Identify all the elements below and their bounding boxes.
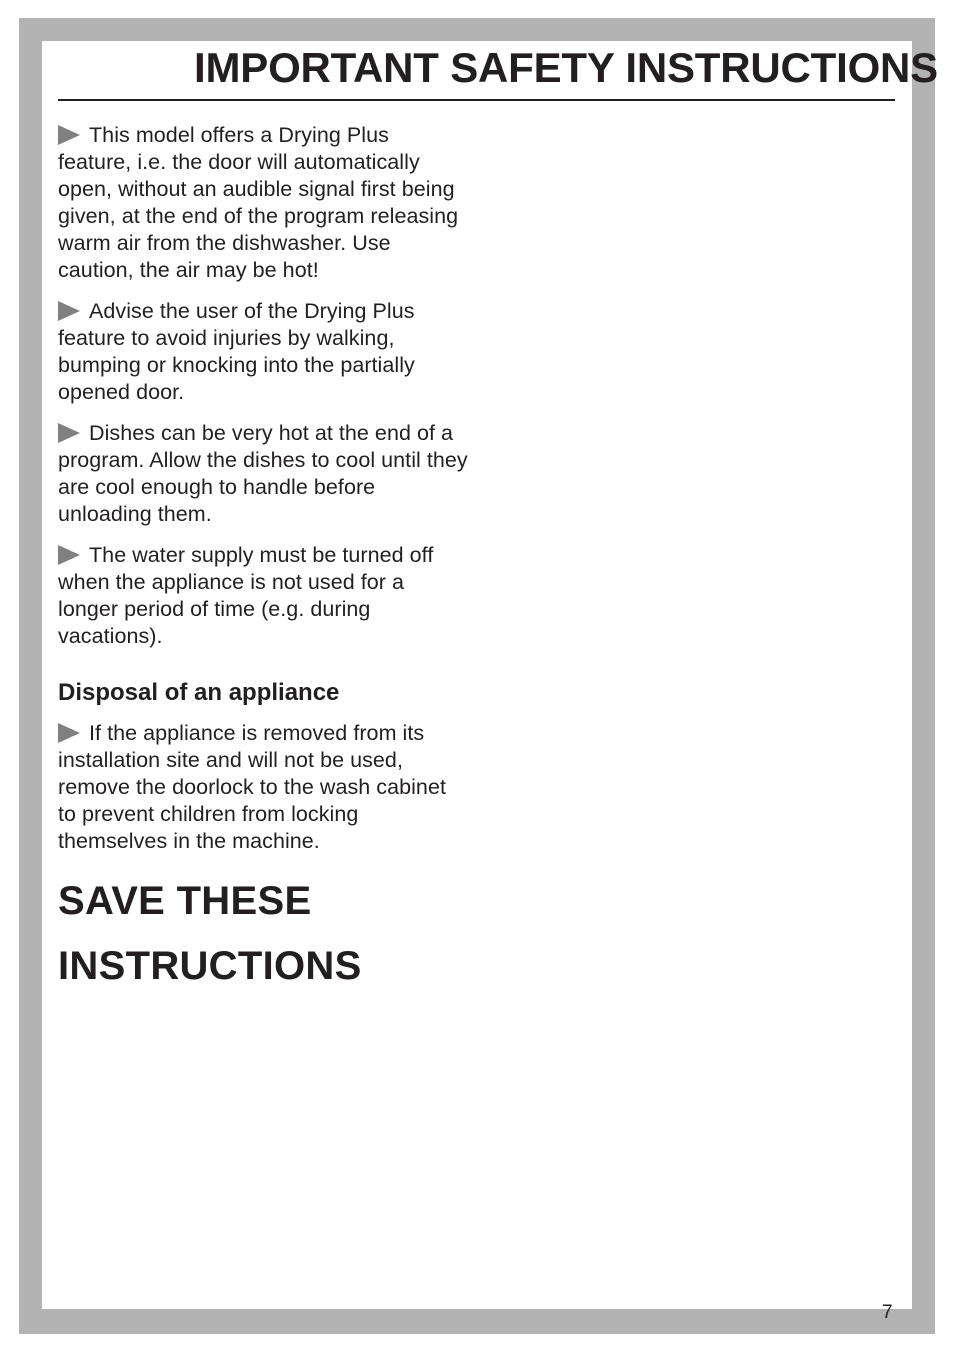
triangle-right-icon xyxy=(58,545,80,565)
triangle-right-icon xyxy=(58,723,80,743)
main-content xyxy=(58,122,468,999)
safety-item-text: The water supply must be turned off when the appliance is not used for a longer period of time (e.g. during vacations). xyxy=(58,543,434,648)
header-divider xyxy=(58,99,895,101)
safety-item-text: Dishes can be very hot at the end of a program. Allow the dishes to cool until they are cool enough to handle before unloading them. xyxy=(58,421,468,526)
save-instructions-line-2: INSTRUCTIONS xyxy=(58,944,362,988)
page-title: IMPORTANT SAFETY INSTRUCTIONS xyxy=(194,44,938,91)
triangle-right-icon xyxy=(58,125,80,145)
page-number: 7 xyxy=(882,1302,893,1323)
safety-item-text: This model offers a Drying Plus feature, i.e. the door will automatically open, without an audible signal first being given, at the end of the program releasing warm air from the dishwasher. Use caution, the air may be hot! xyxy=(58,123,459,282)
safety-item xyxy=(58,122,468,284)
safety-item xyxy=(58,420,468,528)
disposal-item-text: If the appliance is removed from its installation site and will not be used, remove the doorlock to the wash cabinet to prevent children from locking themselves in the machine. xyxy=(58,721,446,853)
safety-item xyxy=(58,298,468,406)
save-instructions-line-1: SAVE THESE xyxy=(58,879,312,923)
safety-item-text: Advise the user of the Drying Plus feature to avoid injuries by walking, bumping or knocking into the partially opened door. xyxy=(58,299,415,404)
save-instructions-heading xyxy=(58,869,468,999)
triangle-right-icon xyxy=(58,423,80,443)
disposal-heading: Disposal of an appliance xyxy=(58,679,340,706)
triangle-right-icon xyxy=(58,301,80,321)
safety-item xyxy=(58,542,468,650)
disposal-item xyxy=(58,720,468,855)
